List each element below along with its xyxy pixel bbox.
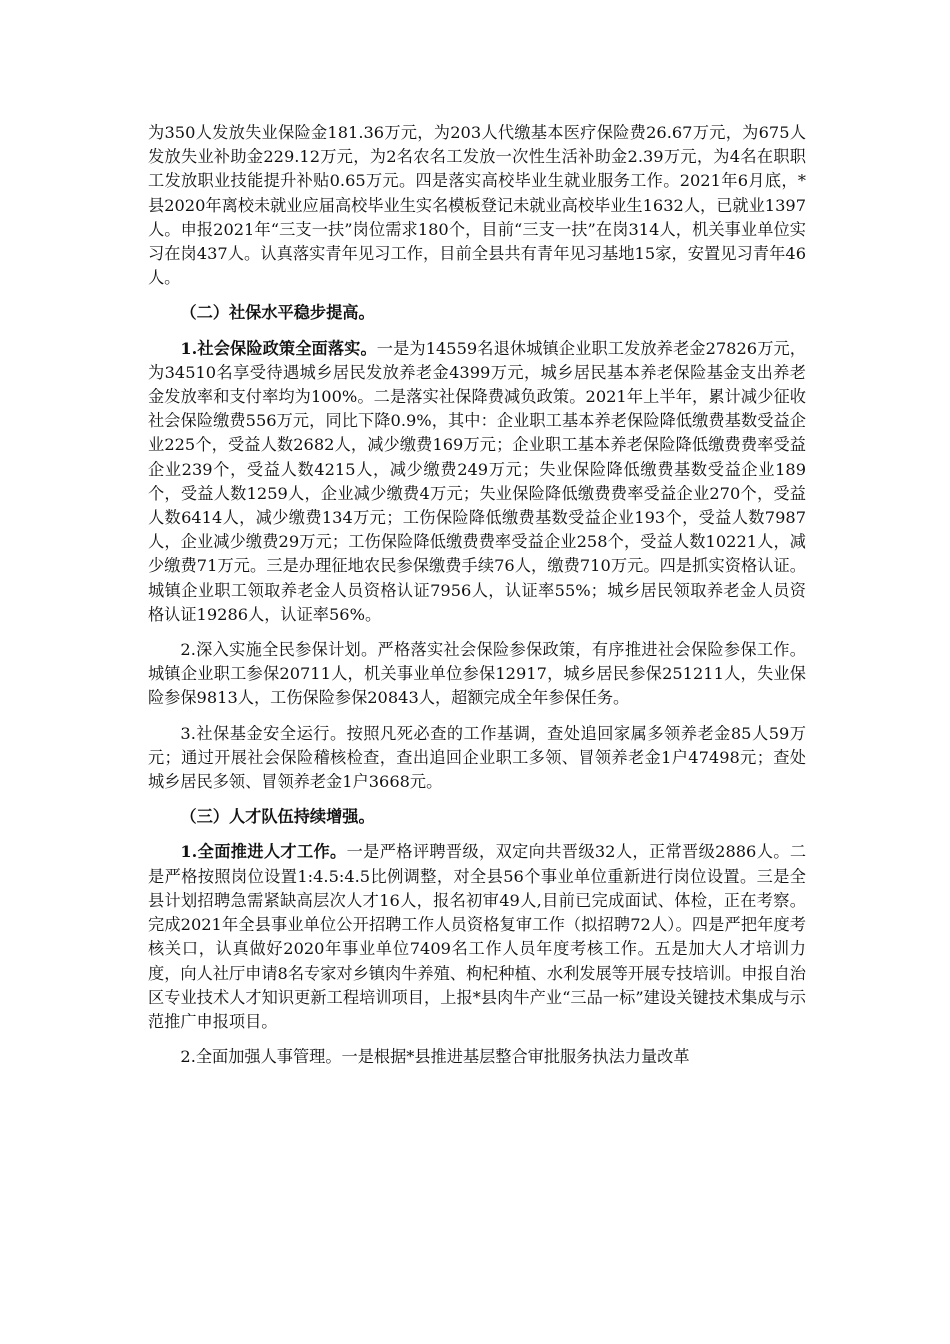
paragraph-body-social-insurance-policy: 一是为14559名退休城镇企业职工发放养老金27826万元，为34510名享受待遇城乡居民发放养老金4399万元，城乡居民基本养老保险基金支出养老金发放率和支付率均为100%。二是落实社保降费减负政策。2021年上半年，累计减少征收社会保险缴费556万元，同比下降0.9%，其中：企业职工基本养老保险降低缴费基数受益企业225个，受益人数2682人，减少缴费169万元；企业职工基本养老保险降低缴费费率受益企业239个，受益人数4215人，减少缴费249万元；失业保险降低缴费基数受益企业189个，受益人数1259人，企业减少缴费4万元；失业保险降低缴费费率受益企业270个，受益人数6414人，减少缴费134万元；工伤保险降低缴费基数受益企业193个，受益人数7987人，企业减少缴费29万元；工伤保险降低缴费费率受益企业258个，受益人数10221人，减少缴费71万元。三是办理征地农民参保缴费手续76人，缴费710万元。四是抓实资格认证。城镇企业职工领取养老金人员资格认证7956人，认证率55%；城乡居民领取养老金人员资格认证19286人，认证率56%。 xyxy=(148,338,806,624)
paragraph-universal-insurance-plan: 2.深入实施全民参保计划。严格落实社会保险参保政策，有序推进社会保险参保工作。城镇企业职工参保20711人，机关事业单位参保12917，城乡居民参保251211人，失业保险参保9813人，工伤保险参保20843人，超额完成全年参保任务。 xyxy=(148,640,806,708)
paragraph-employment-continued: 为350人发放失业保险金181.36万元，为203人代缴基本医疗保险费26.67万元，为675人发放失业补助金229.12万元，为2名农名工发放一次性生活补助金2.39万元，为4名在职职工发放职业技能提升补贴0.65万元。四是落实高校毕业生就业服务工作。2021年6月底，*县2020年离校未就业应届高校毕业生实名模板登记未就业高校毕业生1632人，已就业1397人。申报2021年“三支一扶”岗位需求180个，目前“三支一扶”在岗314人，机关事业单位实习在岗437人。认真落实青年见习工作，目前全县共有青年见习基地15家，安置见习青年46人。 xyxy=(148,123,806,288)
paragraph-fund-safety: 3.社保基金安全运行。按照凡死必查的工作基调，查处追回家属多领养老金85人59万元；通过开展社会保险稽核检查，查出追回企业职工多领、冒领养老金1户47498元；查处城乡居民多领、冒领养老金1户3668元。 xyxy=(148,723,806,792)
paragraph-talent-work xyxy=(148,840,806,1034)
paragraph-body-talent-work: 一是严格评聘晋级，双定向共晋级32人，正常晋级2886人。二是严格按照岗位设置1:4.5:4.5比例调整，对全县56个事业单位重新进行岗位设置。三是全县计划招聘急需紧缺高层次人才16人，报名初审49人,目前已完成面试、体检，正在考察。完成2021年全县事业单位公开招聘工作人员资格复审工作（拟招聘72人）。四是严把年度考核关口，认真做好2020年事业单位7409名工作人员年度考核工作。五是加大人才培训力度，向人社厅申请8名专家对乡镇肉牛养殖、枸杞种植、水利发展等开展专技培训。申报自治区专业技术人才知识更新工程培训项目，上报*县肉牛产业“三品一标”建设关键技术集成与示范推广申报项目。 xyxy=(148,842,807,1031)
paragraph-social-insurance-policy xyxy=(148,337,806,627)
section-heading-social-security: （二）社保水平稳步提高。 xyxy=(180,303,375,323)
section-heading-talent-team: （三）人才队伍持续增强。 xyxy=(180,807,375,827)
document-body xyxy=(148,121,806,1080)
paragraph-personnel-management: 2.全面加强人事管理。一是根据*县推进基层整合审批服务执法力量改革 xyxy=(180,1047,690,1067)
paragraph-lead-social-insurance-policy: 1.社会保险政策全面落实。 xyxy=(180,338,377,358)
paragraph-lead-talent-work: 1.全面推进人才工作。 xyxy=(180,842,347,862)
